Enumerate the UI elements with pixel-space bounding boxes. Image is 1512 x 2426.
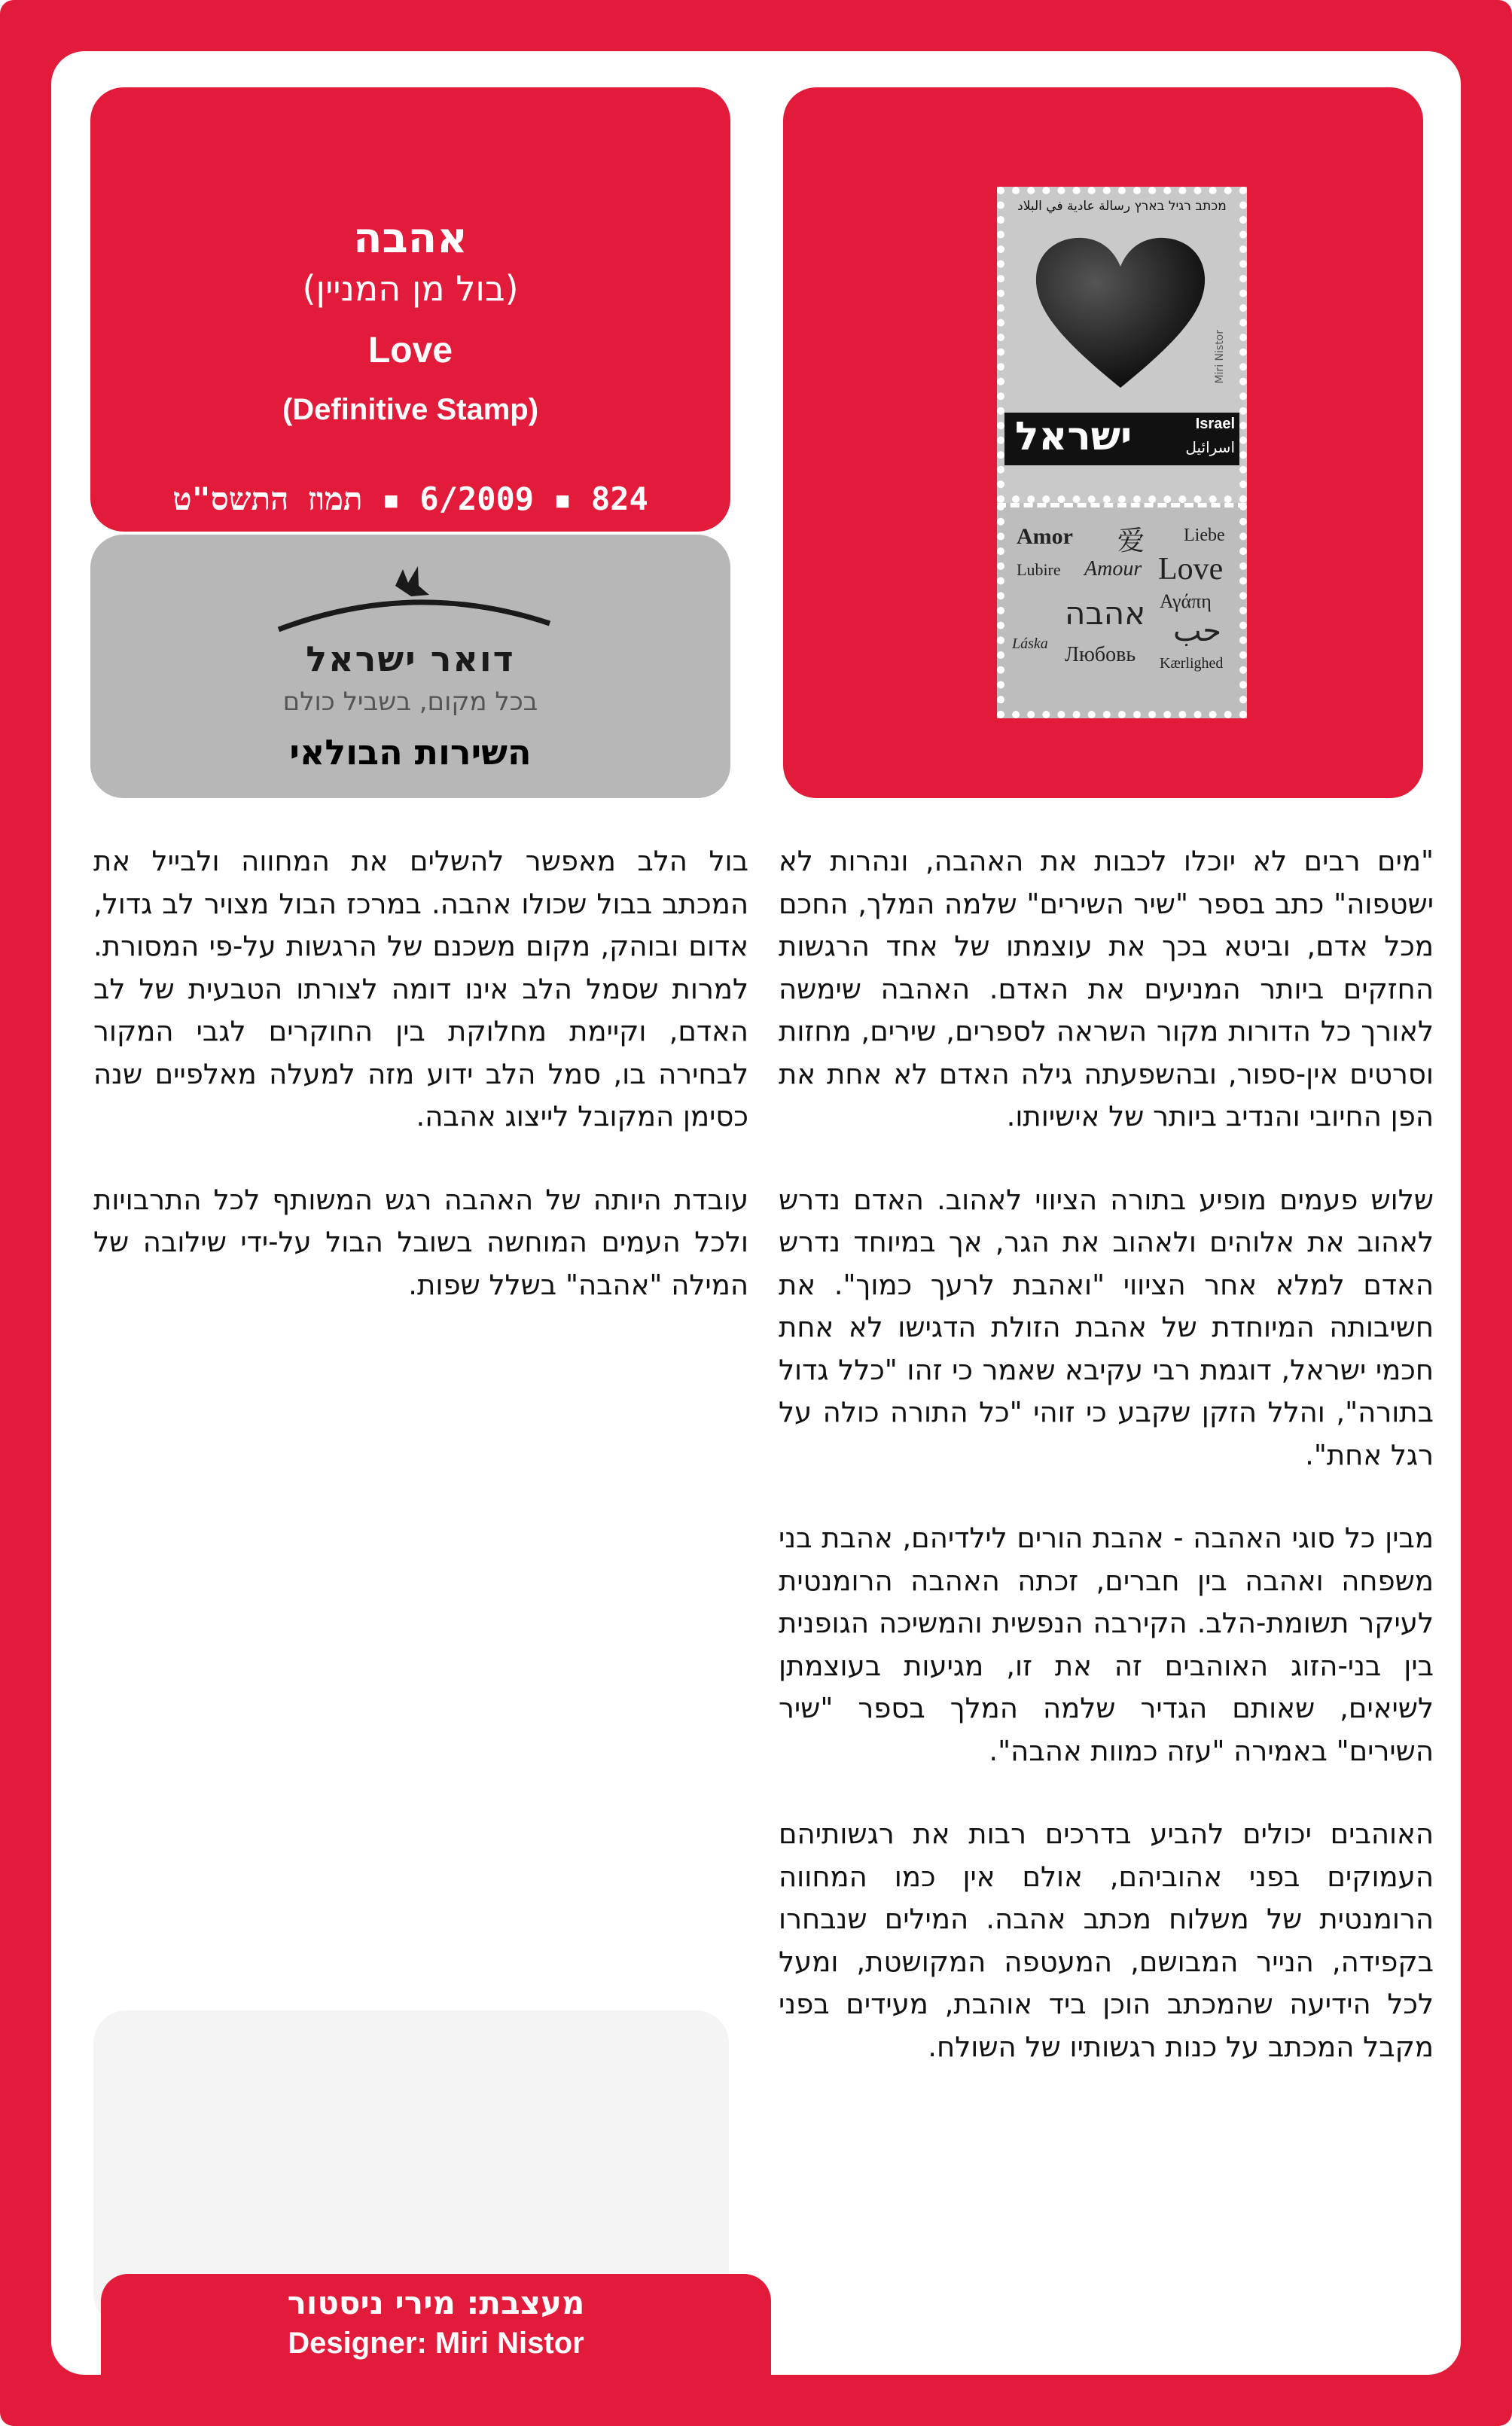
stamp-israel-english: Israel: [1195, 416, 1235, 432]
designer-credit-box: [101, 2274, 771, 2375]
stamp-israel-arabic: اسرائيل: [1185, 438, 1235, 456]
stamp-denomination-text: מכתב רגיל בארץ رسالة عادية في البلاد: [1017, 199, 1227, 214]
article-paragraph: עובדת היותה של האהבה רגש המשותף לכל התרבויות ולכל העמים המוחשה בשובל הבול על-ידי שילובה של המילה "אהבה" בשלל שפות.: [93, 1183, 748, 1301]
designer-hebrew: מעצבת: מירי ניסטור: [287, 2284, 585, 2321]
tab-word: Любовь: [1065, 643, 1136, 666]
logo-brand-text: דואר ישראל: [306, 639, 515, 679]
issue-number-date: 824 ▪ 6/2009 ▪ תמוז התשס"ט: [172, 480, 648, 517]
tab-word: Lubire: [1017, 560, 1061, 579]
tab-word: Love: [1158, 552, 1224, 587]
title-hebrew: אהבה: [353, 214, 468, 263]
tab-word: 爱: [1117, 526, 1145, 556]
tab-word: Kærlighed: [1160, 655, 1224, 672]
leaflet-panel: [51, 51, 1461, 2375]
logo-slogan: בכל מקום, בשביל כולם: [282, 687, 538, 717]
stamp-israel-hebrew: ישראל: [1015, 414, 1132, 459]
title-english: Love: [367, 331, 453, 370]
subtitle-english: (Definitive Stamp): [282, 393, 539, 426]
stamp-box: [783, 87, 1423, 798]
title-box: [90, 87, 730, 532]
stamp-image: [997, 187, 1247, 503]
article-paragraph: בול הלב מאפשר להשלים את המחווה ולבייל את המכתב בבול שכולו אהבה. במרכז הבול מצויר לב גדול, אדום ובוהק, מקום משכנם של הרגשות על-פי המסורת. למרות שסמל הלב אינו דומה לצורתו הטבעית של לב האדם, וקיימת מחלוקת בין החוקרים לגבי המקור לבחירה בו, סמל הלב ידוע מזה למעלה מאלפיים שנה כסימן המקובל לייצוג אהבה.: [93, 845, 748, 1132]
tab-word: Amor: [1017, 524, 1073, 549]
deer-logo-icon: [264, 563, 565, 646]
subtitle-hebrew: (בול מן המניין): [302, 268, 519, 309]
tab-word: אהבה: [1065, 595, 1146, 632]
tab-word: Αγάπη: [1160, 590, 1212, 612]
tab-word: Láska: [1012, 635, 1048, 652]
article-left-column: [93, 840, 748, 1347]
stamp-designer-credit: Miri Nistor: [1214, 330, 1226, 384]
tab-word: حب: [1173, 614, 1222, 648]
stamp-tab: [997, 503, 1247, 718]
tab-word: Amour: [1084, 557, 1142, 581]
article-paragraph: האוהבים יכולים להביע בדרכים רבות את רגשותיהם העמוקים בפני אהוביהם, אולם אין כמו המחווה הרומנטית של משלוח מכתב אהבה. המילים שנבחרו בקפידה, הנייר המבושם, המעטפה המקושטת, ומעל לכל הידיעה שהמכתב הוכן ביד אוהבת, מעידים בפני מקבל המכתב על כנות רגשותיו של השולח.: [779, 1818, 1434, 2063]
israel-post-logo-box: [90, 535, 730, 798]
article-paragraph: שלוש פעמים מופיע בתורה הציווי לאהוב. האדם נדרש לאהוב את אלוהים ולאהוב את הגר, אך במיוחד נדרש האדם למלא אחר הציווי "ואהבת לרעך כמוך". את חשיבותה המיוחדת של אהבת הזולת הדגישו לא אחת חכמי ישראל, דוגמת רבי עקיבא שאמר כי זהו "כלל גדול בתורה", והלל הזקן שקבע כי זוהי "כל התורה כולה על רגל אחת".: [779, 1183, 1434, 1471]
article-paragraph: "מים רבים לא יוכלו לכבות את האהבה, ונהרות לא ישטפוה" כתב בספר "שיר השירים" שלמה המלך, החכם מכל אדם, וביטא בכך את עוצמתו של אחד הרגשות החזקים ביותר המניעים את האדם. האהבה שימשה לאורך כל הדורות מקור השראה לספרים, שירים, מחזות וסרטים אין-ספור, ובהשפעתה גילה האדם לא אחת את הפן החיובי והנדיב ביותר של אישיותו.: [779, 845, 1434, 1132]
stamp-country-band: [1004, 413, 1239, 465]
tab-word: Liebe: [1184, 526, 1225, 545]
article-paragraph: מבין כל סוגי האהבה - אהבת הורים לילדיהם, אהבת בני משפחה ואהבה בין חברים, זכתה האהבה הרומנטית לעיקר תשומת-הלב. הקירבה הנפשית והמשיכה הגופנית בין בני-הזוג האוהבים זה את זו, מגיעות בעוצמתן לשיאים, שאותם הגדיר שלמה המלך בספר "שיר השירים" באמירה "עזה כמוות אהבה".: [779, 1522, 1434, 1767]
article-right-column: [779, 840, 1434, 2109]
philatelic-service-label: השירות הבולאי: [289, 732, 532, 773]
designer-english: Designer: Miri Nistor: [288, 2327, 584, 2360]
heart-icon: [1030, 233, 1211, 399]
